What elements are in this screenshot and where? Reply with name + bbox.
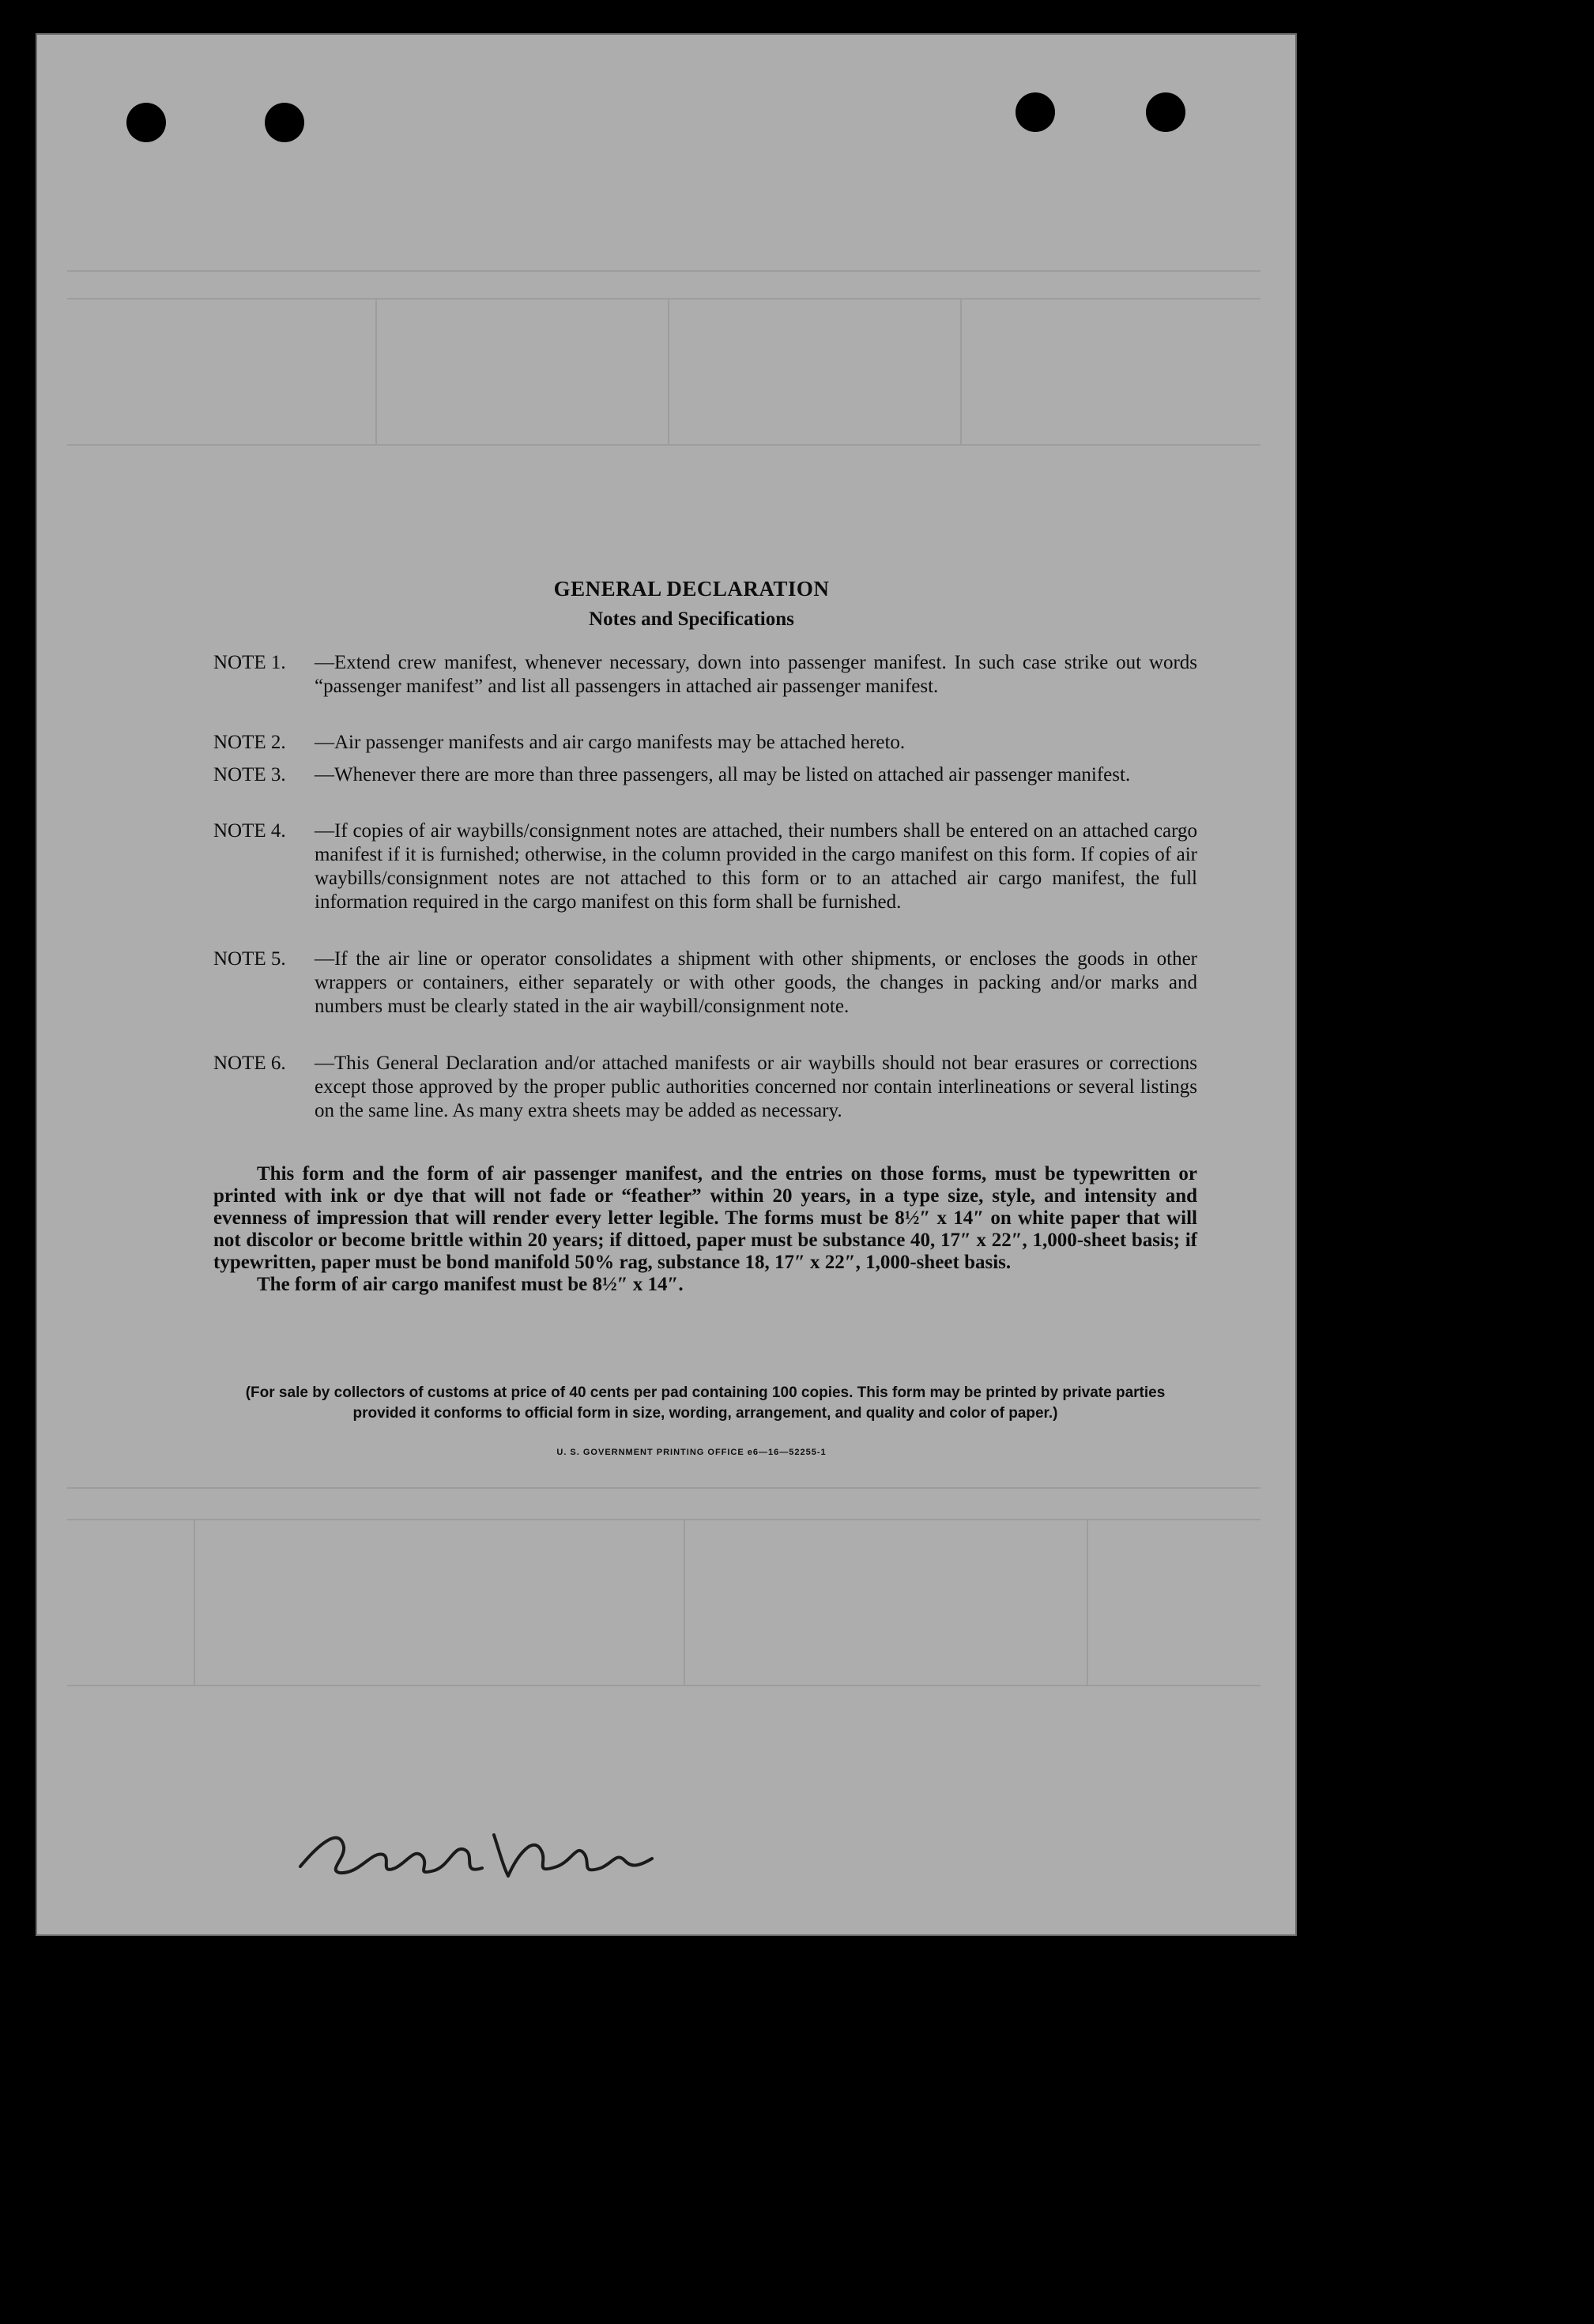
note-text: —Whenever there are more than three passengers, all may be listed on attached air passenger manifest. [315,764,1131,785]
note-label: NOTE 4. [213,820,286,842]
document-sheet [36,33,1297,1936]
document-title: GENERAL DECLARATION [553,577,830,601]
bleed-through-rule [375,298,377,444]
note-text: —This General Declaration and/or attached manifests or air waybills should not bear erasures or corrections except those approved by the proper public authorities concerned nor contain interlineations or several listings on the same line. As many extra sheets may be added as necessary. [315,1053,1197,1121]
note-3 [213,763,1197,787]
punch-hole [1016,92,1055,132]
bleed-through-rule [67,270,1261,272]
note-label: NOTE 1. [213,652,286,673]
punch-hole [1146,92,1185,132]
bleed-through-rule [67,298,1261,299]
note-label: NOTE 2. [213,732,286,753]
note-text: —If copies of air waybills/consignment notes are attached, their numbers shall be entered on an attached cargo manifest if it is furnished; otherwise, in the column provided in the cargo manifest on this form. If copies of air waybills/consignment notes are not attached to this form or to an attached air cargo manifest, the full information required in the cargo manifest on this form shall be furnished. [315,820,1197,913]
bleed-through-rule [67,1487,1261,1489]
bleed-through-rule [67,1519,1261,1520]
bleed-through-rule [668,298,669,444]
bleed-through-rule [67,1685,1261,1686]
specification-last-line: The form of air cargo manifest must be 8½″ x 14″. [257,1274,684,1295]
note-text: —If the air line or operator consolidates a shipment with other shipments, or encloses the goods in other wrappers or containers, either separately or with other goods, the changes in packing and/or marks and numbers must be clearly stated in the air waybill/consignment note. [315,948,1197,1017]
note-6 [213,1052,1197,1123]
note-text: —Air passenger manifests and air cargo manifests may be attached hereto. [315,732,906,753]
specification-paragraph [213,1163,1197,1296]
bleed-through-rule [194,1519,195,1685]
punch-hole [126,103,166,142]
note-1 [213,651,1197,699]
note-label: NOTE 6. [213,1053,286,1074]
note-text: —Extend crew manifest, whenever necessary, down into passenger manifest. In such case strike out words “passenger manifest” and list all passengers in attached air passenger manifest. [315,652,1197,697]
bleed-through-rule [67,444,1261,446]
note-label: NOTE 5. [213,948,286,970]
handwritten-signature [296,1811,660,1886]
note-label: NOTE 3. [213,764,286,785]
document-subtitle: Notes and Specifications [589,608,794,630]
sale-notice: (For sale by collectors of customs at price of 40 cents per pad containing 100 copies. This form may be printed by private parties provided it conforms to official form in size, wording, arrangement, and quality and color of paper.) [245,1384,1166,1422]
note-5 [213,947,1197,1019]
punch-hole [265,103,304,142]
note-2 [213,731,1197,755]
bleed-through-rule [1087,1519,1088,1685]
printer-imprint: U. S. GOVERNMENT PRINTING OFFICE e6—16—52255-1 [556,1448,827,1457]
bleed-through-rule [960,298,962,444]
bleed-through-rule [684,1519,685,1685]
note-4 [213,819,1197,914]
specification-text: This form and the form of air passenger manifest, and the entries on those forms, must be typewritten or printed with ink or dye that will not fade or “feather” within 20 years, in a type size, style, and intensity and evenness of impression that will render every letter legible. The forms must be 8½″ x 14″ on white paper that will not discolor or become brittle within 20 years; if dittoed, paper must be substance 40, 17″ x 22″, 1,000-sheet basis; if typewritten, paper must be bond manifold 50% rag, substance 18, 17″ x 22″, 1,000-sheet basis. [213,1163,1197,1273]
